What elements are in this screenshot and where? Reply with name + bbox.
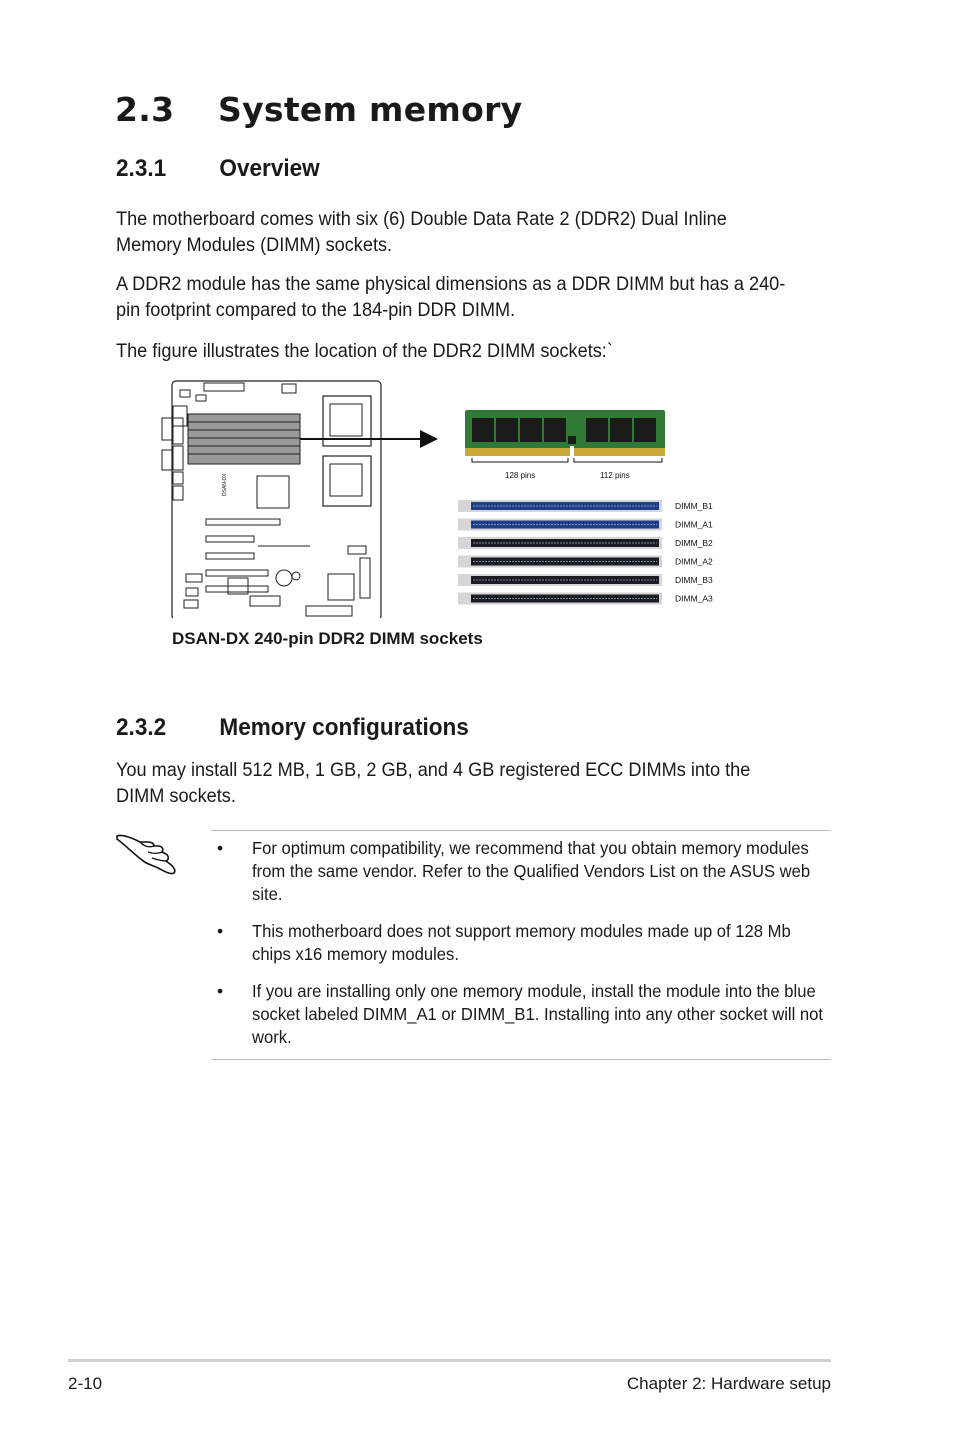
ddr2-module-illustration	[465, 410, 665, 462]
dimm-socket-dimm-b1	[458, 500, 713, 512]
hand-pointer-icon	[114, 830, 180, 876]
dimm-socket-label: DIMM_B1	[675, 501, 713, 511]
bullet-marker: •	[217, 981, 224, 1001]
memconfig-title: Memory configurations	[219, 714, 469, 741]
dimm-socket-dimm-b3	[458, 574, 713, 586]
dimm-location-figure	[160, 378, 720, 618]
pointer-arrow-head	[420, 430, 438, 448]
dimm-socket-dimm-a1	[458, 519, 713, 531]
note-item-3	[211, 980, 831, 1049]
dimm-socket-dimm-a2	[458, 556, 713, 568]
note-item-text: If you are installing only one memory module, install the module into the blue socket labeled DIMM_A1 or DIMM_B1. Installing into any other socket will not work.	[252, 981, 824, 1047]
note-item-1	[211, 837, 831, 906]
dimm-socket-label: DIMM_A2	[675, 556, 713, 567]
overview-title: Overview	[219, 155, 320, 182]
section-heading	[115, 90, 522, 129]
motherboard-layout	[162, 381, 381, 618]
overview-paragraph-1: The motherboard comes with six (6) Double Data Rate 2 (DDR2) Dual Inline Memory Modules (DIMM) sockets.	[116, 208, 727, 256]
dimm-socket-dimm-b2	[458, 537, 713, 549]
page-number: 2-10	[68, 1374, 103, 1393]
pins-left-label: 128 pins	[505, 471, 536, 480]
pins-right-label: 112 pins	[600, 471, 630, 480]
memconfig-heading	[116, 714, 469, 742]
section-title: System memory	[218, 90, 523, 129]
memconfig-number: 2.3.2	[116, 714, 167, 741]
memconfig-paragraph: You may install 512 MB, 1 GB, 2 GB, and 4 GB registered ECC DIMMs into the DIMM sockets.	[116, 759, 751, 807]
overview-paragraph-2: A DDR2 module has the same physical dimensions as a DDR DIMM but has a 240-pin footprint compared to the 184-pin DDR DIMM.	[116, 273, 786, 321]
bullet-marker: •	[217, 921, 224, 941]
note-item-2	[211, 920, 831, 966]
dimm-socket-label: DIMM_A3	[675, 593, 713, 604]
bullet-marker: •	[217, 838, 224, 858]
overview-paragraph-3: The figure illustrates the location of the DDR2 DIMM sockets:`	[116, 340, 613, 362]
dimm-socket-dimm-a3	[458, 593, 713, 605]
overview-heading	[116, 155, 320, 183]
overview-number: 2.3.1	[116, 155, 167, 182]
footer-rule	[68, 1359, 831, 1362]
dimm-socket-list	[458, 500, 713, 605]
dimm-socket-label: DIMM_B3	[675, 575, 713, 585]
dimm-socket-label: DIMM_B2	[675, 538, 713, 548]
note-item-text: For optimum compatibility, we recommend that you obtain memory modules from the same vendor. Refer to the Qualified Vendors List on the ASUS web site.	[252, 838, 811, 904]
chapter-title: Chapter 2: Hardware setup	[626, 1374, 831, 1393]
note-item-text: This motherboard does not support memory modules made up of 128 Mb chips x16 memory modules.	[252, 921, 791, 964]
note-top-rule	[211, 830, 831, 831]
note-bottom-rule	[211, 1059, 831, 1060]
board-model-label: DSAN-DX	[222, 473, 228, 496]
figure-caption: DSAN-DX 240-pin DDR2 DIMM sockets	[172, 629, 483, 648]
dimm-socket-label: DIMM_A1	[675, 519, 713, 530]
section-number: 2.3	[115, 90, 175, 129]
